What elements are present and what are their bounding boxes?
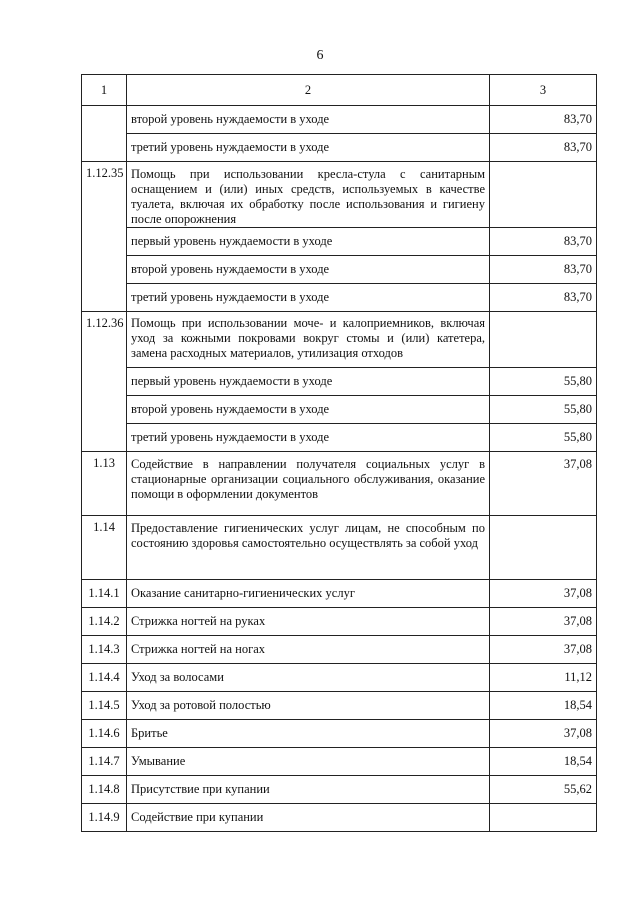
- table-row: [82, 720, 597, 748]
- row-code: 1.14.3: [82, 636, 127, 664]
- row-code: 1.14: [82, 516, 127, 580]
- row-price: 83,70: [490, 256, 597, 284]
- row-description: первый уровень нуждаемости в уходе: [127, 228, 490, 256]
- row-description: Умывание: [127, 748, 490, 776]
- row-description: Помощь при использовании кресла-стула с санитарным оснащением и (или) иных средств, используемых в качестве туалета, включая их обработку после использования и гигиену после опорожнения: [127, 162, 490, 228]
- row-price: [490, 162, 597, 228]
- row-code: 1.13: [82, 452, 127, 516]
- table-row: [82, 608, 597, 636]
- row-description: Содействие в направлении получателя социальных услуг в стационарные организации социального обслуживания, оказание помощи в оформлении документов: [127, 452, 490, 516]
- row-price: 37,08: [490, 452, 597, 516]
- row-price: 83,70: [490, 134, 597, 162]
- row-price: 83,70: [490, 284, 597, 312]
- column-header-2: 2: [127, 75, 490, 106]
- row-code: 1.14.1: [82, 580, 127, 608]
- row-price: 37,08: [490, 608, 597, 636]
- row-description: второй уровень нуждаемости в уходе: [127, 396, 490, 424]
- row-description: Уход за ротовой полостью: [127, 692, 490, 720]
- row-code: 1.14.5: [82, 692, 127, 720]
- row-code: 1.14.2: [82, 608, 127, 636]
- table-row: [82, 776, 597, 804]
- row-code: 1.14.6: [82, 720, 127, 748]
- tariff-table: [81, 74, 597, 832]
- row-description: Присутствие при купании: [127, 776, 490, 804]
- row-description: Бритье: [127, 720, 490, 748]
- row-price: [490, 804, 597, 832]
- row-description: третий уровень нуждаемости в уходе: [127, 284, 490, 312]
- row-price: 83,70: [490, 106, 597, 134]
- table-row: [82, 228, 597, 256]
- table-row: [82, 312, 597, 368]
- row-price: [490, 312, 597, 368]
- table-row: [82, 516, 597, 580]
- row-description: второй уровень нуждаемости в уходе: [127, 256, 490, 284]
- row-description: Стрижка ногтей на ногах: [127, 636, 490, 664]
- row-description: первый уровень нуждаемости в уходе: [127, 368, 490, 396]
- row-code: [82, 106, 127, 162]
- table-row: [82, 106, 597, 134]
- table-header-row: [82, 75, 597, 106]
- row-price: 83,70: [490, 228, 597, 256]
- table-row: [82, 134, 597, 162]
- table-row: [82, 284, 597, 312]
- row-price: 55,80: [490, 396, 597, 424]
- row-price: 11,12: [490, 664, 597, 692]
- table-row: [82, 256, 597, 284]
- row-code: 1.14.7: [82, 748, 127, 776]
- row-price: 37,08: [490, 720, 597, 748]
- row-price: 37,08: [490, 636, 597, 664]
- table-row: [82, 804, 597, 832]
- row-price: 55,62: [490, 776, 597, 804]
- column-header-3: 3: [490, 75, 597, 106]
- table-row: [82, 748, 597, 776]
- row-price: 37,08: [490, 580, 597, 608]
- table-row: [82, 664, 597, 692]
- row-description: третий уровень нуждаемости в уходе: [127, 424, 490, 452]
- row-price: 55,80: [490, 368, 597, 396]
- row-description: Стрижка ногтей на руках: [127, 608, 490, 636]
- table-row: [82, 424, 597, 452]
- table-row: [82, 368, 597, 396]
- row-code: 1.12.36: [82, 312, 127, 452]
- row-code: 1.14.8: [82, 776, 127, 804]
- row-description: Содействие при купании: [127, 804, 490, 832]
- table-row: [82, 692, 597, 720]
- column-header-1: 1: [82, 75, 127, 106]
- row-price: 18,54: [490, 748, 597, 776]
- row-price: 18,54: [490, 692, 597, 720]
- row-description: Уход за волосами: [127, 664, 490, 692]
- table-row: [82, 162, 597, 228]
- table-row: [82, 580, 597, 608]
- row-description: Предоставление гигиенических услуг лицам, не способным по состоянию здоровья самостоятельно осуществлять за собой уход: [127, 516, 490, 580]
- table-row: [82, 452, 597, 516]
- row-description: второй уровень нуждаемости в уходе: [127, 106, 490, 134]
- row-price: [490, 516, 597, 580]
- table-row: [82, 396, 597, 424]
- row-description: Помощь при использовании моче- и калоприемников, включая уход за кожными покровами вокруг стомы и (или) катетера, замена расходных материалов, утилизация отходов: [127, 312, 490, 368]
- row-code: 1.14.9: [82, 804, 127, 832]
- row-code: 1.14.4: [82, 664, 127, 692]
- row-description: третий уровень нуждаемости в уходе: [127, 134, 490, 162]
- page-number: 6: [316, 48, 324, 63]
- row-code: 1.12.35: [82, 162, 127, 312]
- table-row: [82, 636, 597, 664]
- row-description: Оказание санитарно-гигиенических услуг: [127, 580, 490, 608]
- row-price: 55,80: [490, 424, 597, 452]
